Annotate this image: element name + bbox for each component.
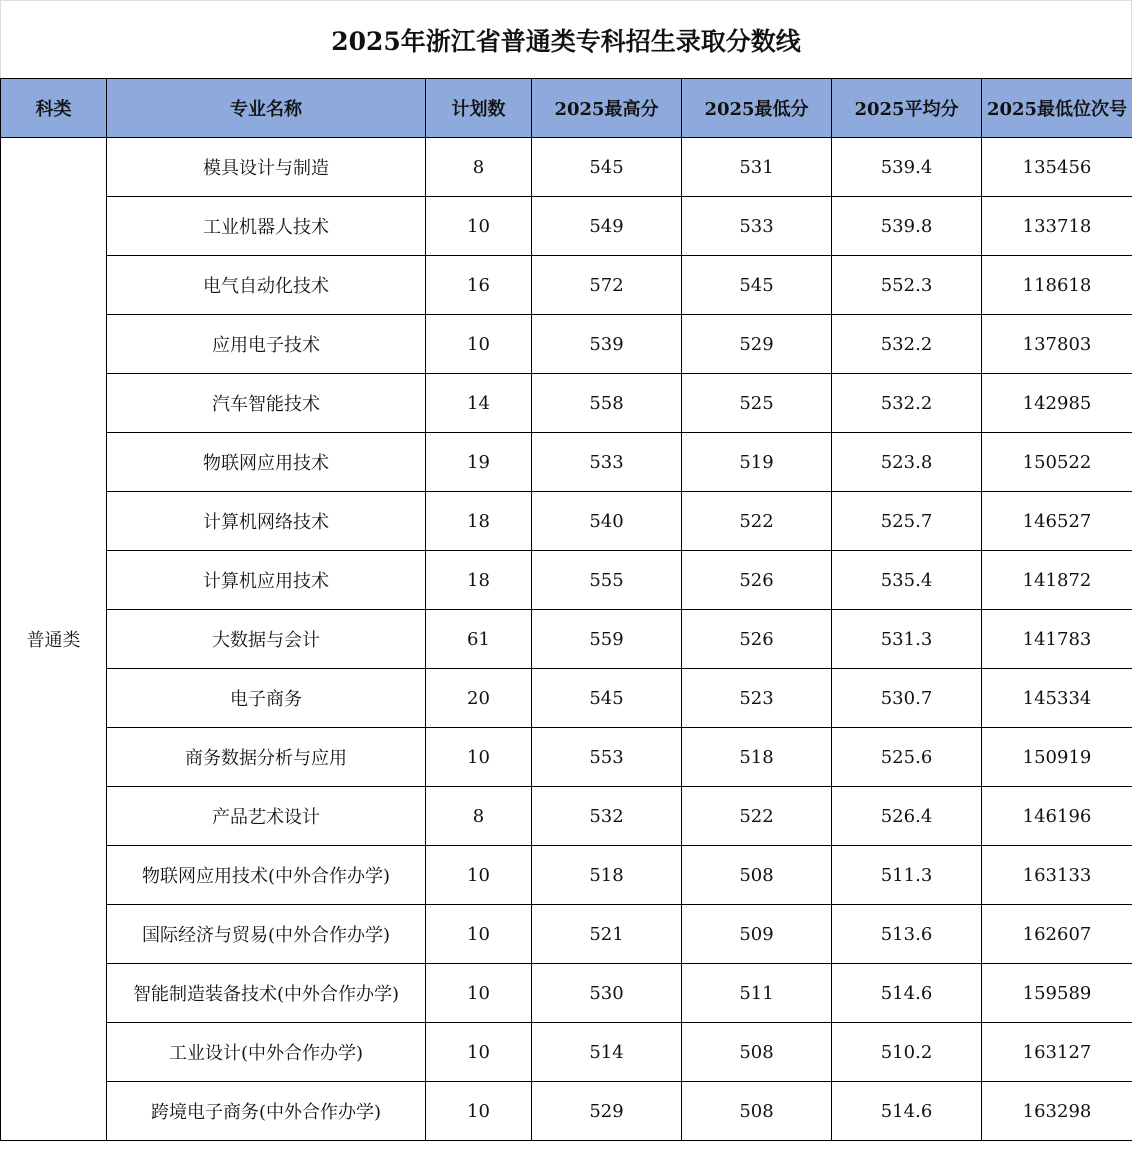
min-rank-cell: 141872 [982,551,1132,610]
min-rank-cell: 163298 [982,1082,1132,1141]
max-score-cell: 558 [532,374,682,433]
major-cell: 物联网应用技术 [107,433,426,492]
plan-cell: 19 [426,433,532,492]
table-row [1,610,1132,669]
avg-score-cell: 525.6 [832,728,982,787]
avg-score-cell: 510.2 [832,1023,982,1082]
max-score-cell: 559 [532,610,682,669]
min-score-cell: 526 [682,551,832,610]
max-score-cell: 514 [532,1023,682,1082]
min-score-cell: 508 [682,846,832,905]
avg-score-cell: 513.6 [832,905,982,964]
min-score-cell: 526 [682,610,832,669]
avg-score-cell: 511.3 [832,846,982,905]
table-row [1,315,1132,374]
avg-score-cell: 532.2 [832,315,982,374]
major-cell: 工业设计(中外合作办学) [107,1023,426,1082]
table-row [1,787,1132,846]
min-score-cell: 522 [682,787,832,846]
table-row [1,846,1132,905]
min-rank-cell: 133718 [982,197,1132,256]
column-header-plan: 计划数 [426,79,532,138]
avg-score-cell: 539.4 [832,138,982,197]
min-score-cell: 508 [682,1082,832,1141]
max-score-cell: 529 [532,1082,682,1141]
column-header-max-score: 2025最高分 [532,79,682,138]
avg-score-cell: 523.8 [832,433,982,492]
table-row [1,551,1132,610]
plan-cell: 16 [426,256,532,315]
min-rank-cell: 146527 [982,492,1132,551]
avg-score-cell: 539.8 [832,197,982,256]
min-rank-cell: 150919 [982,728,1132,787]
max-score-cell: 530 [532,964,682,1023]
major-cell: 国际经济与贸易(中外合作办学) [107,905,426,964]
avg-score-cell: 526.4 [832,787,982,846]
min-score-cell: 522 [682,492,832,551]
avg-score-cell: 531.3 [832,610,982,669]
min-score-cell: 525 [682,374,832,433]
table-header-row [1,79,1132,138]
min-score-cell: 523 [682,669,832,728]
avg-score-cell: 530.7 [832,669,982,728]
min-score-cell: 508 [682,1023,832,1082]
column-header-avg-score: 2025平均分 [832,79,982,138]
min-rank-cell: 145334 [982,669,1132,728]
major-cell: 智能制造装备技术(中外合作办学) [107,964,426,1023]
avg-score-cell: 532.2 [832,374,982,433]
column-header-major: 专业名称 [107,79,426,138]
table-row [1,138,1132,197]
avg-score-cell: 514.6 [832,1082,982,1141]
avg-score-cell: 552.3 [832,256,982,315]
avg-score-cell: 525.7 [832,492,982,551]
table-row [1,905,1132,964]
max-score-cell: 555 [532,551,682,610]
plan-cell: 14 [426,374,532,433]
max-score-cell: 553 [532,728,682,787]
major-cell: 商务数据分析与应用 [107,728,426,787]
major-cell: 大数据与会计 [107,610,426,669]
plan-cell: 20 [426,669,532,728]
column-header-min-score: 2025最低分 [682,79,832,138]
max-score-cell: 532 [532,787,682,846]
major-cell: 产品艺术设计 [107,787,426,846]
min-rank-cell: 118618 [982,256,1132,315]
major-cell: 电气自动化技术 [107,256,426,315]
column-header-min-rank: 2025最低位次号 [982,79,1132,138]
page-title: 2025年浙江省普通类专科招生录取分数线 [0,0,1132,78]
min-rank-cell: 162607 [982,905,1132,964]
max-score-cell: 549 [532,197,682,256]
min-rank-cell: 141783 [982,610,1132,669]
plan-cell: 8 [426,138,532,197]
min-score-cell: 533 [682,197,832,256]
plan-cell: 10 [426,315,532,374]
table-row [1,964,1132,1023]
plan-cell: 10 [426,1023,532,1082]
min-rank-cell: 163133 [982,846,1132,905]
plan-cell: 8 [426,787,532,846]
category-cell: 普通类 [1,138,107,1141]
max-score-cell: 545 [532,669,682,728]
plan-cell: 18 [426,551,532,610]
min-rank-cell: 159589 [982,964,1132,1023]
min-rank-cell: 135456 [982,138,1132,197]
plan-cell: 10 [426,905,532,964]
min-score-cell: 509 [682,905,832,964]
min-score-cell: 531 [682,138,832,197]
major-cell: 跨境电子商务(中外合作办学) [107,1082,426,1141]
min-rank-cell: 163127 [982,1023,1132,1082]
min-score-cell: 529 [682,315,832,374]
major-cell: 模具设计与制造 [107,138,426,197]
major-cell: 计算机网络技术 [107,492,426,551]
plan-cell: 10 [426,728,532,787]
avg-score-cell: 535.4 [832,551,982,610]
min-score-cell: 545 [682,256,832,315]
max-score-cell: 521 [532,905,682,964]
table-row [1,728,1132,787]
min-rank-cell: 137803 [982,315,1132,374]
plan-cell: 10 [426,846,532,905]
max-score-cell: 518 [532,846,682,905]
max-score-cell: 540 [532,492,682,551]
major-cell: 计算机应用技术 [107,551,426,610]
column-header-category: 科类 [1,79,107,138]
table-row [1,433,1132,492]
table-row [1,1082,1132,1141]
min-rank-cell: 142985 [982,374,1132,433]
min-score-cell: 519 [682,433,832,492]
major-cell: 电子商务 [107,669,426,728]
plan-cell: 10 [426,964,532,1023]
major-cell: 工业机器人技术 [107,197,426,256]
min-rank-cell: 150522 [982,433,1132,492]
max-score-cell: 572 [532,256,682,315]
table-row [1,256,1132,315]
table-row [1,197,1132,256]
plan-cell: 10 [426,1082,532,1141]
major-cell: 物联网应用技术(中外合作办学) [107,846,426,905]
table-row [1,374,1132,433]
max-score-cell: 545 [532,138,682,197]
min-score-cell: 518 [682,728,832,787]
admission-score-table [0,78,1132,1141]
min-score-cell: 511 [682,964,832,1023]
table-row [1,492,1132,551]
min-rank-cell: 146196 [982,787,1132,846]
table-row [1,669,1132,728]
avg-score-cell: 514.6 [832,964,982,1023]
major-cell: 汽车智能技术 [107,374,426,433]
table-row [1,1023,1132,1082]
plan-cell: 61 [426,610,532,669]
max-score-cell: 539 [532,315,682,374]
plan-cell: 10 [426,197,532,256]
plan-cell: 18 [426,492,532,551]
major-cell: 应用电子技术 [107,315,426,374]
max-score-cell: 533 [532,433,682,492]
